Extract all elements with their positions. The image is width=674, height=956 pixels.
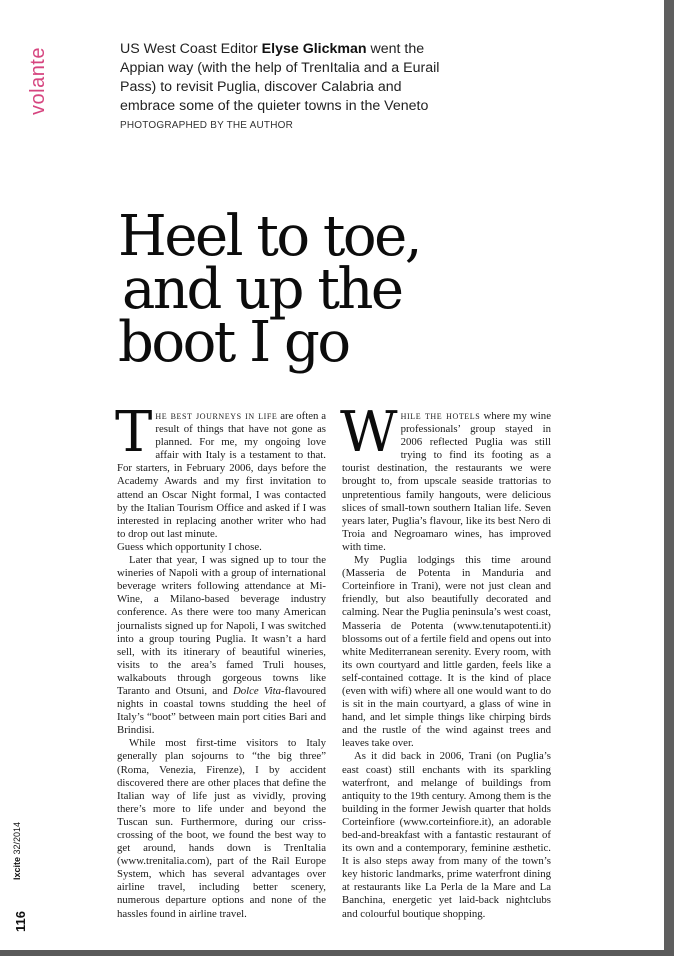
page-edge-shadow bbox=[664, 0, 674, 956]
drop-cap: W bbox=[340, 400, 398, 465]
paragraph-text: -flavoured nights in coastal towns studding the heel of Italy’s “boot” between main port cities Bari and Brindisi. bbox=[117, 684, 326, 737]
standfirst-text: went the Appian way (with the help of TrenItalia and a Eurail Pass) to revisit Puglia, discover Calabria and embrace some of the quieter towns in the Veneto bbox=[120, 41, 440, 114]
paragraph: Guess which opportunity I chose. bbox=[117, 540, 262, 553]
page-number bbox=[12, 911, 30, 932]
italic-text: Dolce Vita bbox=[232, 684, 282, 697]
headline bbox=[118, 203, 478, 375]
drop-cap: T bbox=[115, 400, 153, 465]
paragraph bbox=[115, 400, 326, 541]
paragraph-text: where my wine professionals’ group stayed in 2006 reflected Puglia was still trying to find its footing as a tourist destination, the restaurants we were brought to, from upscale seaside trattorias to unpretentious family hangouts, were delicious slices of small-town southern Italian life. Seven years later, Puglia’s flavour, like its best Nero di Troia and Negroamaro wines, has improved with time. bbox=[342, 410, 551, 553]
lead-in: he best journeys in life bbox=[155, 410, 278, 422]
standfirst-lead: US West Coast Editor bbox=[120, 41, 262, 57]
standfirst bbox=[120, 40, 450, 116]
paragraph: As it did back in 2006, Trani (on Puglia’s east coast) still enchants with its sparkling waterfront, and melange of buildings from antiquity to the 19th century. Among them is the building in the former Jewish quarter that holds Corteinfiore (www.corteinfiore.it), an adorable bed-and-breakfast with a fantastic restaurant of its own and a contemporary, feminine æsthetic. It is also steps away from many of the town’s key historic landmarks, prime waterfront dining at restaurants like La Perla de la Mare and La Banchina, energetic yet laid-back nightclubs and colourful boutique shopping. bbox=[342, 750, 551, 920]
photo-credit: PHOTOGRAPHED BY THE AUTHOR bbox=[120, 120, 294, 131]
page-number-text: 116 bbox=[13, 911, 28, 932]
paragraph-text: Later that year, I was signed up to tour the wineries of Napoli with a group of international beverage writers following attendance at Mi-Wine, a Milano-based beverage industry conference. As there were too many American journalists signed up for Napoli, I was switched into a group touring Puglia. It wasn’t a hard sell, with its itinerary of beautiful wineries, visits to the area’s famed Truli houses, walkabouts through gorgeous towns like Taranto and Otsuni, and bbox=[117, 554, 326, 697]
paragraph: My Puglia lodgings this time around (Masseria de Potenta in Manduria and Corteinfiore in Trani), were not just clean and friendly, but also beautifully decorated and calming. Near the Puglia peninsula’s west coast, Masseria de Potenta (www.tenutapotenti.it) blossoms out of a fertile field and opens out into white Mediterranean serenity. Every room, with its own courtyard and little garden, feels like a self-contained cottage. It is the kind of place (even with wifi) where all one would want to do is sit in the main courtyard, a glass of wine in hand, and let simple things like chirping birds and the rustle of the wind against trees and leaves take over. bbox=[342, 554, 552, 750]
issue-number: 32/2014 bbox=[12, 821, 22, 857]
magazine-name: Ixcite bbox=[12, 856, 22, 880]
headline-line-1: Heel to toe, bbox=[118, 203, 421, 269]
paragraph-text: are often a result of things that have not gone as planned. For me, my ongoing love affair with Italy is a testament to that. For starters, in February 2006, days before the Academy Awards and my first invitation to attend an Oscar Night formal, I was contacted by the Italian Tourism Office and asked if I was interested in replacing another writer who had to drop out last minute. bbox=[117, 410, 326, 540]
body-column-right bbox=[340, 400, 552, 921]
paragraph bbox=[117, 554, 326, 737]
lead-in: hile the hotels bbox=[400, 410, 481, 422]
headline-line-2: and up the bbox=[122, 256, 402, 322]
magazine-issue bbox=[12, 822, 22, 880]
author-name: Elyse Glickman bbox=[261, 41, 367, 57]
paragraph bbox=[340, 400, 551, 554]
paragraph: While most first-time visitors to Italy generally plan sojourns to “the big three” (Roma, Venezia, Firenze), I by accident discovered there are other places that define the Italian way of life just as vividly, proving there’s more to life under and beyond the Tuscan sun. Furthermore, during our criss-crossing of the boot, we found the best way to get around, hands down is TrenItalia (www.trenitalia.com), part of the Rail Europe System, which has several advantages over airline travel, including better scenery, numerous departure options and none of the hassles found in airline travel. bbox=[117, 737, 326, 920]
headline-line-3: boot I go bbox=[118, 309, 349, 375]
body-column-left bbox=[115, 400, 326, 921]
page-bottom-shadow bbox=[0, 950, 674, 956]
section-label: volante bbox=[27, 47, 49, 115]
